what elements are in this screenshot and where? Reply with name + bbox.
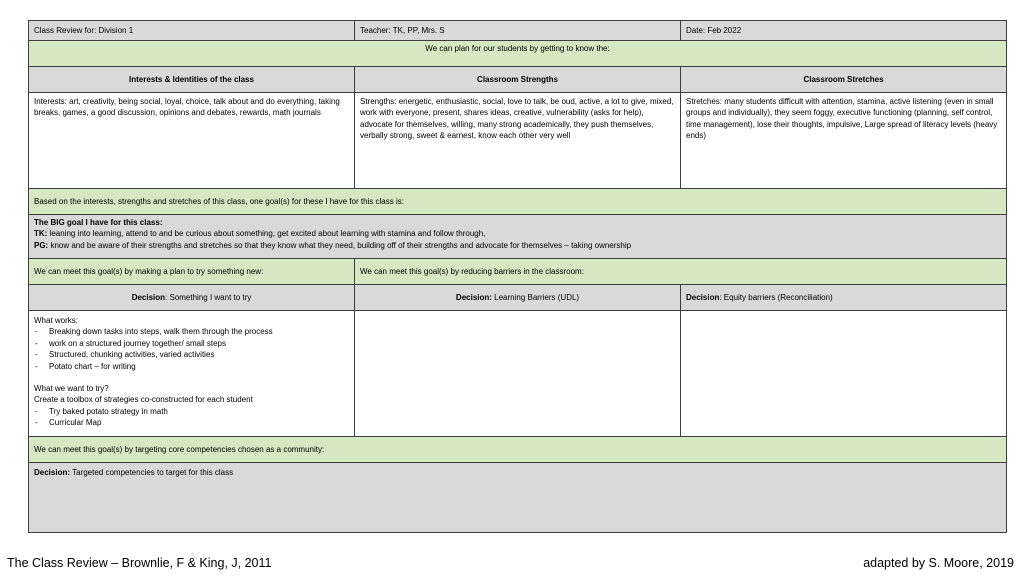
list-item: - Curricular Map bbox=[34, 417, 349, 428]
what-we-want-line: Create a toolbox of strategies co-constructed for each student bbox=[34, 395, 253, 405]
learning-barriers-cell bbox=[355, 311, 681, 437]
strategy-cell bbox=[29, 311, 355, 437]
list-item: - Structured, chunking activities, varied activities bbox=[34, 349, 349, 360]
what-we-want-heading: What we want to try? bbox=[34, 384, 109, 394]
competencies-intro: We can meet this goal(s) by targeting core competencies chosen as a community: bbox=[29, 437, 1007, 463]
big-goal-row bbox=[29, 215, 1007, 259]
big-goal-pg: PG: know and be aware of their strengths and stretches so that they know what they need, building off of their strengths and advocate for themselves – taking ownership bbox=[34, 240, 632, 250]
footer-adaptation: adapted by S. Moore, 2019 bbox=[863, 556, 1014, 570]
what-works-list bbox=[34, 326, 349, 372]
footer-citation: The Class Review – Brownlie, F & King, J, 2011 bbox=[7, 556, 272, 570]
list-item: - work on a structured journey together/ small steps bbox=[34, 338, 349, 349]
decision-learning-barriers: Decision: Learning Barriers (UDL) bbox=[355, 285, 681, 311]
list-item: - Potato chart – for writing bbox=[34, 361, 349, 372]
header-row bbox=[29, 21, 1007, 41]
stretches-heading: Classroom Stretches bbox=[681, 67, 1007, 93]
goal-intro: Based on the interests, strengths and stretches of this class, one goal(s) for these I have for this class is: bbox=[29, 189, 1007, 215]
competencies-decision-row bbox=[29, 463, 1007, 533]
list-item: - Breaking down tasks into steps, walk them through the process bbox=[34, 326, 349, 337]
plan-intro-row bbox=[29, 41, 1007, 67]
strengths-text: Strengths: energetic, enthusiastic, social, love to talk, be oud, active, a lot to give, mixed, work with everyone, present, shares ideas, creative, vulnerability (asks for help), advocate for themselves, willing, many strong academically, they push themselves, verbally strong, sweet & earnest, know each other very well bbox=[355, 93, 681, 189]
plans-row bbox=[29, 259, 1007, 285]
big-goal bbox=[29, 215, 1007, 259]
stretches-text: Stretches: many students difficult with attention, stamina, active listening (even in small groups and individually), they seem foggy, executive functioning (planning, self control, time management), lose their thoughts, impulsive, Large spread of literacy levels (heavy ends) bbox=[681, 93, 1007, 189]
what-we-want-list bbox=[34, 406, 349, 429]
column-headings-row bbox=[29, 67, 1007, 93]
strategy-row bbox=[29, 311, 1007, 437]
big-goal-tk: TK: leaning into learning, attend to and be curious about something, get excited about learning with stamina and follow through, bbox=[34, 229, 486, 239]
plan-reduce-barriers: We can meet this goal(s) by reducing barriers in the classroom: bbox=[355, 259, 1007, 285]
list-item: - Try baked potato strategy in math bbox=[34, 406, 349, 417]
plan-try-new: We can meet this goal(s) by making a plan to try something new: bbox=[29, 259, 355, 285]
plan-intro: We can plan for our students by getting to know the: bbox=[29, 41, 1007, 67]
decision-try: Decision: Something I want to try bbox=[29, 285, 355, 311]
what-works-heading: What works: bbox=[34, 316, 79, 325]
teacher-label: Teacher: TK, PP, Mrs. S bbox=[355, 21, 681, 41]
goal-intro-row bbox=[29, 189, 1007, 215]
equity-barriers-cell bbox=[681, 311, 1007, 437]
decision-equity-barriers: Decision: Equity barriers (Reconciliation) bbox=[681, 285, 1007, 311]
interests-heading: Interests & Identities of the class bbox=[29, 67, 355, 93]
interests-text: Interests: art, creativity, being social, loyal, choice, talk about and do everything, taking breaks, games, a good discussion, opinions and debates, rewards, math journals bbox=[29, 93, 355, 189]
profile-row bbox=[29, 93, 1007, 189]
class-review-table bbox=[28, 20, 1007, 533]
strengths-heading: Classroom Strengths bbox=[355, 67, 681, 93]
class-label: Class Review for: Division 1 bbox=[29, 21, 355, 41]
date-label: Date: Feb 2022 bbox=[681, 21, 1007, 41]
decisions-row bbox=[29, 285, 1007, 311]
competencies-decision: Decision: Targeted competencies to target for this class bbox=[29, 463, 1007, 533]
competencies-intro-row bbox=[29, 437, 1007, 463]
big-goal-heading: The BIG goal I have for this class: bbox=[34, 218, 163, 227]
